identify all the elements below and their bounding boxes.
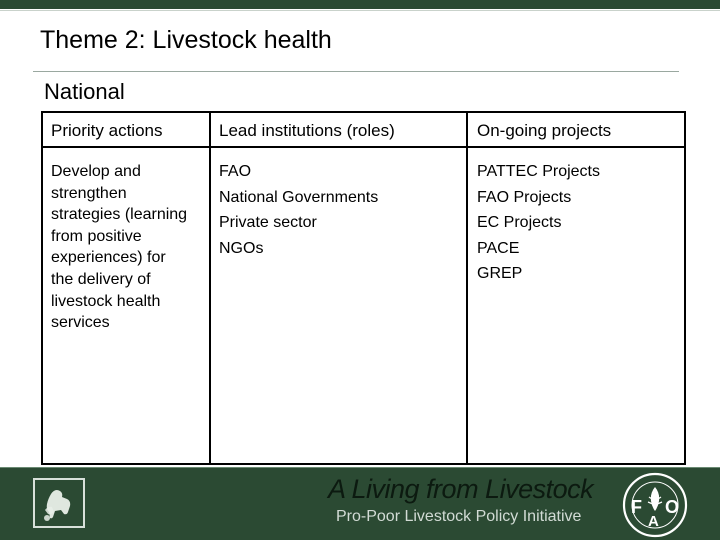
table-line: from positive xyxy=(51,227,142,245)
livestock-logo-icon xyxy=(33,478,85,528)
table-line: strategies (learning xyxy=(51,206,188,224)
cell-priority-actions xyxy=(51,161,187,334)
table-line: NGOs xyxy=(219,239,264,257)
fao-logo-icon xyxy=(620,471,690,539)
section-label: National xyxy=(44,79,125,104)
table-line: Private sector xyxy=(219,214,317,232)
footer-tagline: A Living from Livestock xyxy=(328,474,594,504)
column-divider xyxy=(466,113,468,463)
column-divider xyxy=(209,113,211,463)
cell-ongoing-projects xyxy=(477,159,600,287)
footer-divider xyxy=(0,467,720,468)
table-line: PACE xyxy=(477,239,520,257)
table-line: Develop and xyxy=(51,163,141,180)
footer-banner xyxy=(0,467,720,540)
table-line: FAO xyxy=(219,163,252,180)
table-line: GREP xyxy=(477,265,523,283)
header-ongoing-projects: On-going projects xyxy=(477,121,612,140)
fao-letter: A xyxy=(648,513,659,530)
table-line: strengthen xyxy=(51,184,127,202)
header-lead-institutions: Lead institutions (roles) xyxy=(219,121,395,140)
cell-lead-institutions xyxy=(219,159,378,261)
table-line: livestock health xyxy=(51,292,161,310)
header-divider xyxy=(43,146,684,148)
fao-letter: F xyxy=(631,497,642,517)
title-divider xyxy=(33,71,679,72)
footer-subtitle: Pro-Poor Livestock Policy Initiative xyxy=(336,508,582,525)
table-line: the delivery of xyxy=(51,270,151,288)
livestock-logo-icon xyxy=(35,480,83,526)
fao-logo-icon xyxy=(620,471,690,539)
table-line: National Governments xyxy=(219,188,379,206)
fao-letter: O xyxy=(665,497,680,517)
table-line: services xyxy=(51,314,110,332)
table-line: FAO Projects xyxy=(477,188,572,206)
top-accent-bar xyxy=(0,0,720,9)
table-line: EC Projects xyxy=(477,214,562,232)
priority-table xyxy=(41,111,686,465)
slide-title: Theme 2: Livestock health xyxy=(40,26,332,54)
table-line: PATTEC Projects xyxy=(477,163,600,180)
header-priority-actions: Priority actions xyxy=(51,121,163,140)
table-line: experiences) for xyxy=(51,249,166,267)
top-accent-line xyxy=(0,9,720,11)
